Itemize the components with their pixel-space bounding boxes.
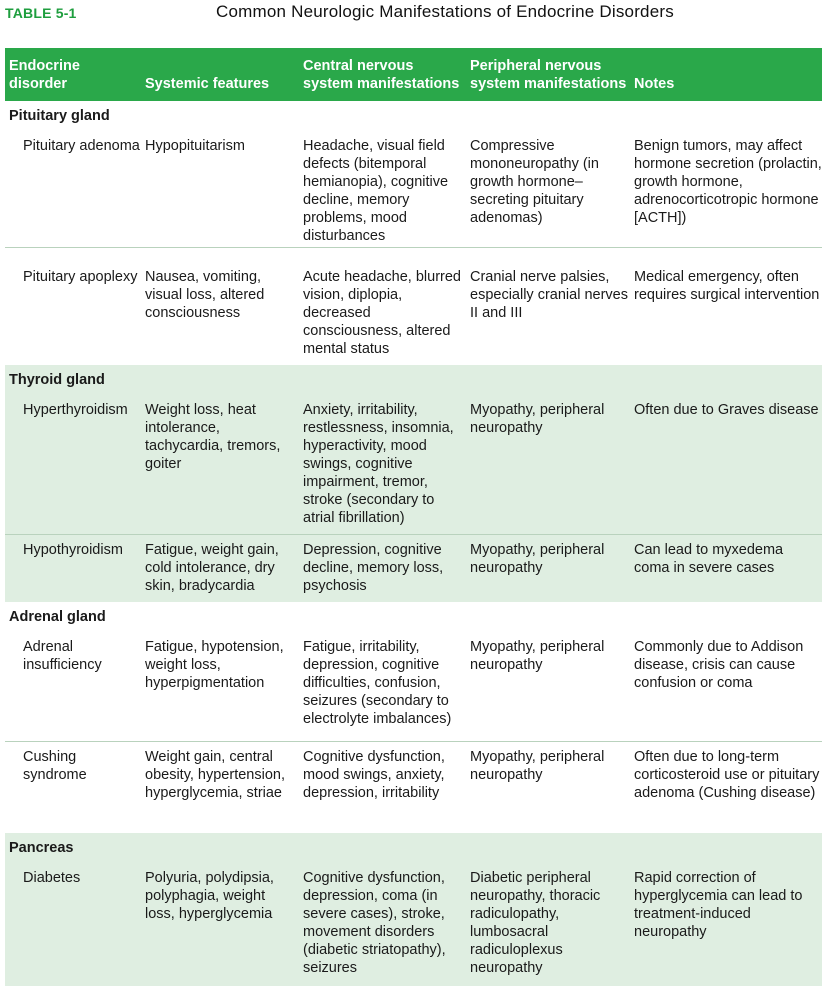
table-row xyxy=(5,535,822,602)
cell-notes: Rapid correction of hyperglycemia can lead to treatment-induced neuropathy xyxy=(634,870,803,940)
section-heading: Pituitary gland xyxy=(5,101,822,131)
cell-systemic: Nausea, vomiting, visual loss, altered consciousness xyxy=(145,269,265,321)
cell-pns: Myopathy, peripheral neuropathy xyxy=(470,639,605,673)
cell-systemic: Weight gain, central obesity, hypertension, hyperglycemia, striae xyxy=(145,749,285,801)
cell-cns: Cognitive dysfunction, mood swings, anxiety, depression, irritability xyxy=(303,749,445,801)
section-heading: Adrenal gland xyxy=(5,602,822,632)
cell-notes: Medical emergency, often requires surgical intervention xyxy=(634,269,820,303)
cell-disorder: Diabetes xyxy=(23,870,81,886)
table-row xyxy=(5,248,822,365)
cell-cns: Fatigue, irritability, depression, cognitive difficulties, confusion, seizures (secondary to electrolyte imbalances) xyxy=(303,639,452,727)
cell-pns: Cranial nerve palsies, especially cranial nerves II and III xyxy=(470,269,628,321)
cell-systemic: Fatigue, weight gain, cold intolerance, dry skin, bradycardia xyxy=(145,542,279,594)
header-systemic-features: Systemic features xyxy=(145,76,270,92)
cell-notes: Benign tumors, may affect hormone secretion (prolactin, growth hormone, adrenocorticotropic hormone [ACTH]) xyxy=(634,138,822,226)
cell-cns: Headache, visual field defects (bitemporal hemianopia), cognitive decline, memory problems, mood disturbances xyxy=(303,138,449,244)
table-header-row xyxy=(5,48,822,101)
cell-disorder: Hyperthyroidism xyxy=(23,402,128,418)
cell-disorder: Adrenal insufficiency xyxy=(23,639,102,673)
cell-systemic: Fatigue, hypotension, weight loss, hyperpigmentation xyxy=(145,639,284,691)
cell-systemic: Hypopituitarism xyxy=(145,138,245,154)
table-row xyxy=(5,742,822,833)
cell-pns: Myopathy, peripheral neuropathy xyxy=(470,542,605,576)
header-pns: Peripheral nervous system manifestations xyxy=(470,58,627,92)
cell-pns: Compressive mononeuropathy (in growth hormone–secreting pituitary adenomas) xyxy=(470,138,599,226)
cell-cns: Depression, cognitive decline, memory loss, psychosis xyxy=(303,542,444,594)
cell-disorder: Pituitary apoplexy xyxy=(23,269,138,285)
cell-disorder: Hypothyroidism xyxy=(23,542,123,558)
section-heading: Pancreas xyxy=(5,833,822,863)
header-notes: Notes xyxy=(634,76,675,92)
cell-cns: Cognitive dysfunction, depression, coma (in severe cases), stroke, movement disorders (diabetic striatopathy), seizures xyxy=(303,870,446,976)
table-row xyxy=(5,632,822,742)
header-cns: Central nervous system manifestations xyxy=(303,58,460,92)
table-row xyxy=(5,131,822,248)
cell-pns: Myopathy, peripheral neuropathy xyxy=(470,402,605,436)
table-caption xyxy=(0,0,830,40)
cell-notes: Often due to Graves disease xyxy=(634,402,819,418)
table-row xyxy=(5,863,822,986)
table-row xyxy=(5,395,822,535)
cell-notes: Often due to long-term corticosteroid use or pituitary adenoma (Cushing disease) xyxy=(634,749,820,801)
endocrine-table xyxy=(5,48,822,986)
cell-systemic: Weight loss, heat intolerance, tachycardia, tremors, goiter xyxy=(145,402,281,472)
cell-notes: Can lead to myxedema coma in severe cases xyxy=(634,542,784,576)
cell-systemic: Polyuria, polydipsia, polyphagia, weight loss, hyperglycemia xyxy=(145,870,274,922)
cell-disorder: Pituitary adenoma xyxy=(23,138,140,154)
cell-disorder: Cushing syndrome xyxy=(23,749,87,783)
cell-pns: Diabetic peripheral neuropathy, thoracic radiculopathy, lumbosacral radiculoplexus neuropathy xyxy=(470,870,601,976)
table-label: TABLE 5-1 xyxy=(5,5,77,21)
cell-cns: Acute headache, blurred vision, diplopia, decreased consciousness, altered mental status xyxy=(303,269,461,357)
header-endocrine-disorder: Endocrine disorder xyxy=(9,58,80,92)
cell-pns: Myopathy, peripheral neuropathy xyxy=(470,749,605,783)
table-title: Common Neurologic Manifestations of Endocrine Disorders xyxy=(216,2,674,21)
cell-notes: Commonly due to Addison disease, crisis can cause confusion or coma xyxy=(634,639,804,691)
section-heading: Thyroid gland xyxy=(5,365,822,395)
cell-cns: Anxiety, irritability, restlessness, insomnia, hyperactivity, mood swings, cognitive impairment, tremor, stroke (secondary to atrial fibrillation) xyxy=(303,402,454,526)
